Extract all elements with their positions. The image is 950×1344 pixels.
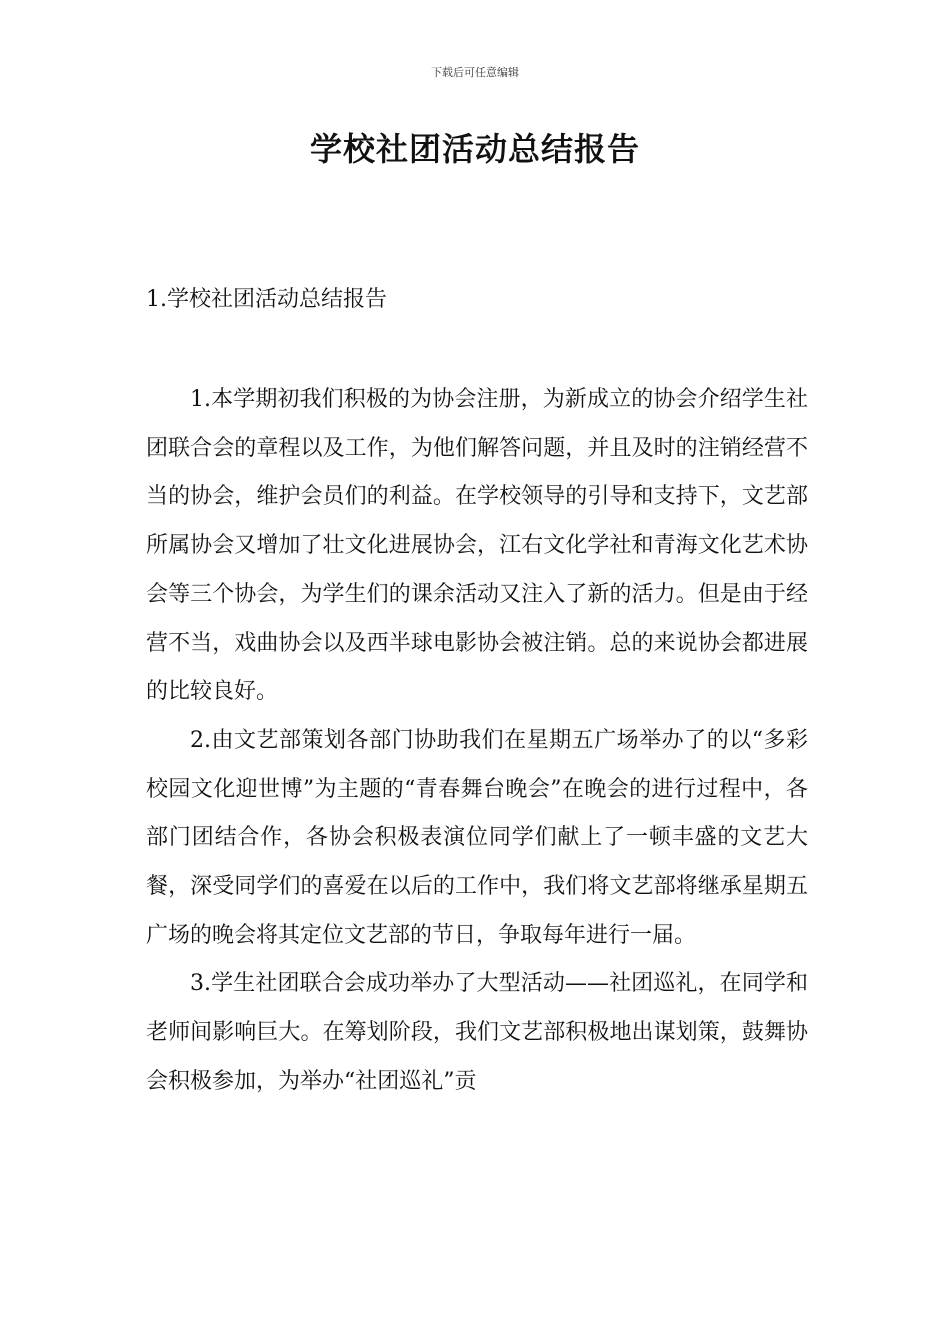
paragraph-3: 3.学生社团联合会成功举办了大型活动——社团巡礼，在同学和老师间影响巨大。在筹划阶段，我们文艺部积极地出谋划策，鼓舞协会积极参加，为举办“社团巡礼”贡 (146, 971, 808, 1094)
paragraph-2: 2.由文艺部策划各部门协助我们在星期五广场举办了的以“多彩校园文化迎世博”为主题的“青春舞台晚会”在晚会的进行过程中，各部门团结合作，各协会积极表演位同学们献上了一顿丰盛的文艺大餐，深受同学们的喜爱在以后的工作中，我们将文艺部将继承星期五广场的晚会将其定位文艺部的节日，争取每年进行一届。 (146, 727, 808, 948)
section-heading: 1.学校社团活动总结报告 (146, 287, 387, 312)
document-title: 学校社团活动总结报告 (309, 130, 640, 168)
header-note: 下载后可任意编辑 (431, 66, 519, 79)
paragraph-1: 1.本学期初我们积极的为协会注册，为新成立的协会介绍学生社团联合会的章程以及工作，为他们解答问题，并且及时的注销经营不当的协会，维护会员们的利益。在学校领导的引导和支持下，文艺部所属协会又增加了壮文化进展协会，江右文化学社和青海文化艺术协会等三个协会，为学生们的课余活动又注入了新的活力。但是由于经营不当，戏曲协会以及西半球电影协会被注销。总的来说协会都进展的比较良好。 (146, 387, 808, 705)
body-text (146, 376, 808, 1107)
